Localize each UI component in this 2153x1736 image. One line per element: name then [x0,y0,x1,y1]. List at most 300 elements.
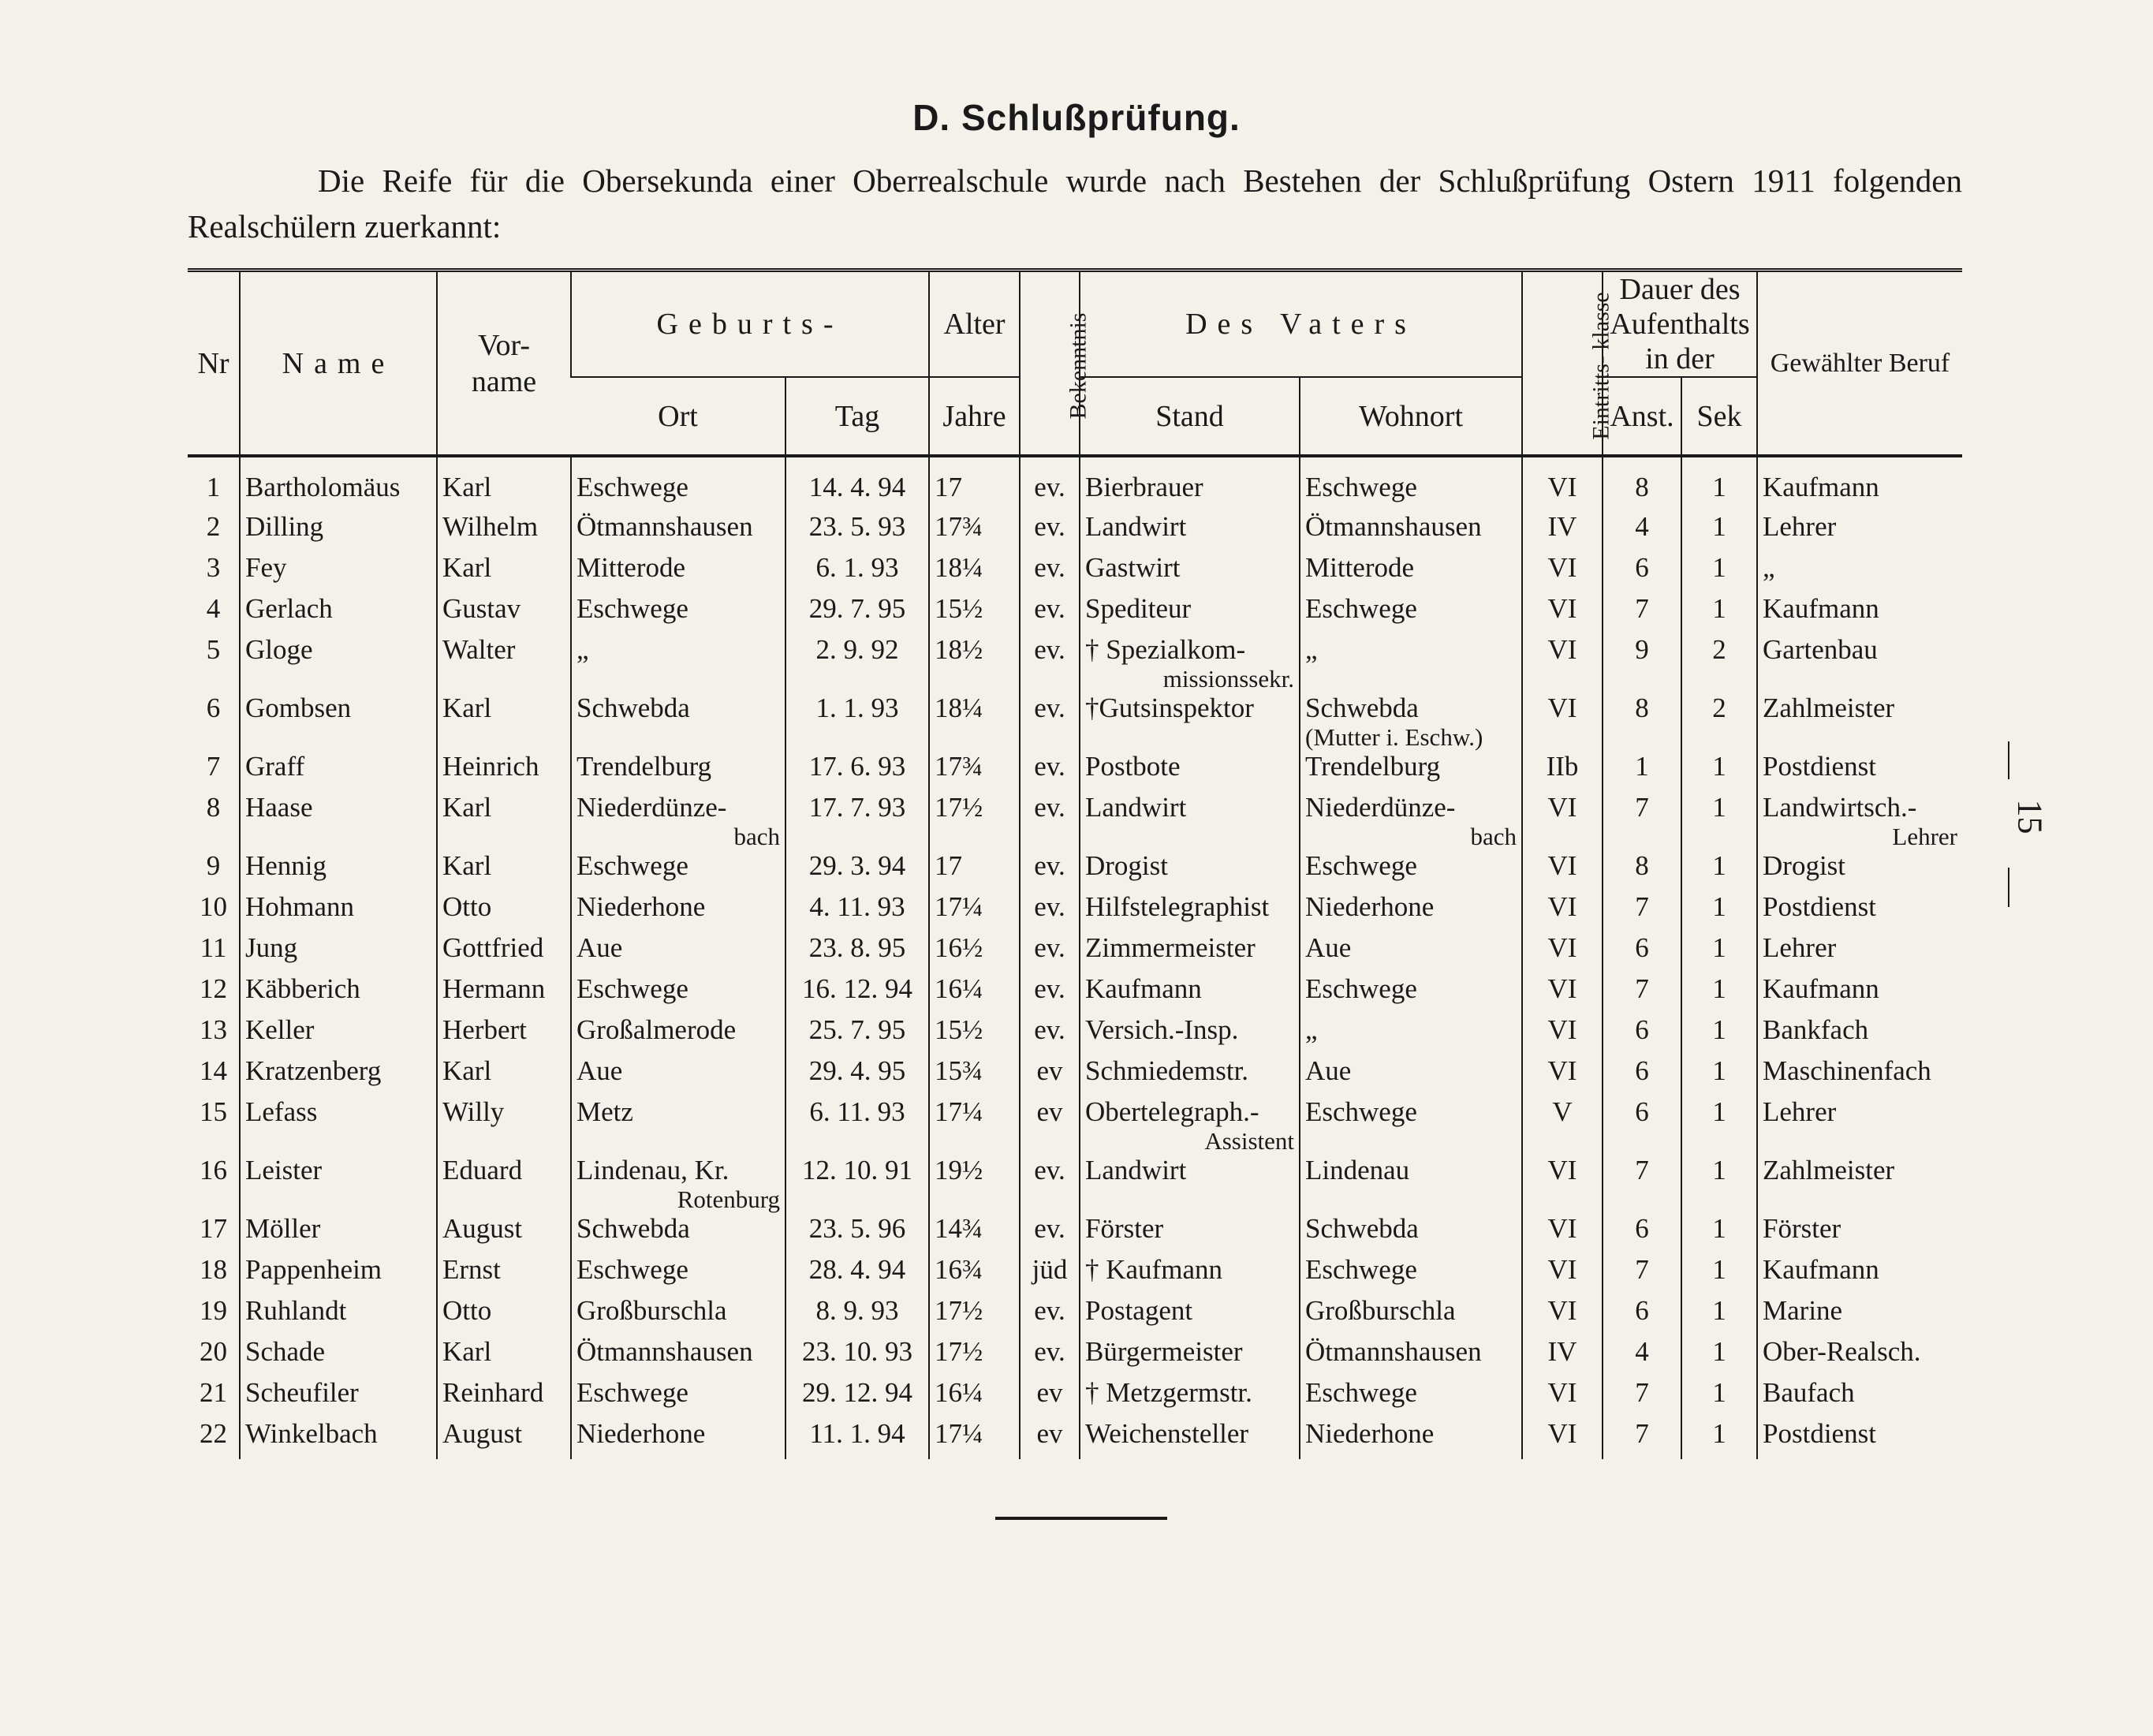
cell-name [240,634,437,693]
cell-stand-text: Postbote [1085,751,1181,782]
cell-beruf-text: Landwirtsch.- [1763,792,1917,823]
cell-wohnort [1300,456,1522,511]
cell-eintrittsklasse-text: V [1552,1096,1573,1127]
cell-geburtsort [571,1055,785,1096]
cell-stand [1080,1295,1300,1336]
cell-anst-text: 7 [1635,1418,1649,1449]
cell-nr-text: 15 [200,1096,227,1127]
cell-anst-text: 6 [1635,552,1649,583]
cell-beruf-text: „ [1763,552,1775,583]
cell-nr-text: 7 [206,751,221,782]
cell-geburtsort-text: Eschwege [576,593,688,624]
cell-geburtstag-text: 4. 11. 93 [809,891,905,922]
cell-sek-text: 2 [1712,634,1726,665]
cell-geburtstag-text: 29. 3. 94 [808,850,906,881]
cell-stand-text: Bierbrauer [1085,472,1203,502]
cell-geburtstag [785,751,929,792]
cell-bekenntnis [1020,693,1080,751]
cell-nr [188,634,240,693]
cell-eintrittsklasse [1522,1254,1603,1295]
cell-name-text: Gloge [245,634,313,665]
cell-beruf-text: Lehrer [1763,932,1837,963]
cell-alter-text: 17½ [935,792,983,823]
table-row [188,1336,1962,1377]
cell-geburtsort-text: Niederdünze- [576,792,727,823]
cell-geburtsort-text: Metz [576,1096,633,1127]
cell-anst-text: 1 [1635,751,1649,782]
table-row [188,973,1962,1014]
cell-sek [1681,1014,1757,1055]
cell-geburtstag [785,456,929,511]
cell-nr-text: 18 [200,1254,227,1285]
cell-name [240,1014,437,1055]
cell-bekenntnis [1020,1377,1080,1418]
cell-alter [929,1014,1020,1055]
cell-vorname-text: Otto [442,1295,492,1326]
cell-anst [1603,1213,1681,1254]
cell-sek [1681,1254,1757,1295]
header-anst: Anst. [1603,377,1681,456]
cell-geburtsort-text: Ötmannshausen [576,511,753,542]
cell-geburtstag-text: 16. 12. 94 [802,973,912,1004]
cell-stand [1080,1096,1300,1155]
cell-alter [929,850,1020,891]
cell-bekenntnis [1020,634,1080,693]
cell-name [240,1155,437,1213]
cell-eintrittsklasse-text: IV [1547,511,1577,542]
cell-beruf-text: Zahlmeister [1763,693,1895,723]
cell-sek-text: 1 [1712,472,1726,502]
cell-geburtstag [785,552,929,593]
cell-vorname [437,1254,571,1295]
cell-wohnort [1300,792,1522,850]
cell-nr [188,593,240,634]
cell-stand-text: Drogist [1085,850,1168,881]
cell-sek [1681,511,1757,552]
cell-bekenntnis-text: ev. [1034,634,1065,665]
cell-wohnort [1300,1377,1522,1418]
table-row [188,593,1962,634]
cell-bekenntnis-text: ev. [1034,1213,1065,1244]
cell-nr-text: 5 [206,634,221,665]
cell-nr [188,1055,240,1096]
cell-beruf-text: Förster [1763,1213,1841,1244]
cell-vorname-text: Heinrich [442,751,539,782]
cell-stand-continuation: Assistent [1204,1127,1294,1155]
cell-bekenntnis-text: ev [1036,1055,1063,1086]
cell-name [240,456,437,511]
cell-vorname-text: Karl [442,552,492,583]
cell-wohnort [1300,1418,1522,1459]
cell-beruf [1757,932,1962,973]
cell-vorname [437,1336,571,1377]
cell-name-text: Bartholomäus [245,472,401,502]
cell-alter [929,634,1020,693]
cell-eintrittsklasse [1522,1418,1603,1459]
cell-geburtstag-text: 12. 10. 91 [802,1155,912,1185]
cell-nr [188,1155,240,1213]
cell-vorname-text: Willy [442,1096,505,1127]
cell-name-text: Kratzenberg [245,1055,382,1086]
cell-geburtsort [571,792,785,850]
header-des-vaters: Des Vaters [1080,271,1522,378]
cell-vorname [437,850,571,891]
cell-vorname [437,511,571,552]
table-row [188,693,1962,751]
cell-nr [188,751,240,792]
header-wohnort: Wohnort [1300,377,1522,456]
cell-geburtstag [785,1055,929,1096]
cell-stand-text: † Kaufmann [1085,1254,1222,1285]
cell-bekenntnis [1020,593,1080,634]
cell-beruf [1757,693,1962,751]
cell-vorname [437,1418,571,1459]
cell-beruf-text: Postdienst [1763,1418,1876,1449]
cell-geburtsort [571,693,785,751]
cell-bekenntnis-text: ev. [1034,1295,1065,1326]
cell-geburtsort-text: Aue [576,932,623,963]
cell-geburtsort [571,634,785,693]
cell-alter [929,1055,1020,1096]
cell-geburtsort [571,751,785,792]
cell-eintrittsklasse-text: VI [1547,850,1577,881]
cell-bekenntnis-text: ev. [1034,1155,1065,1185]
cell-name-text: Hennig [245,850,327,881]
cell-wohnort-text: Eschwege [1305,472,1417,502]
cell-wohnort [1300,973,1522,1014]
cell-bekenntnis-text: ev. [1034,751,1065,782]
cell-geburtsort-continuation: Rotenburg [677,1185,780,1213]
cell-sek-text: 1 [1712,1295,1726,1326]
cell-bekenntnis [1020,891,1080,932]
cell-eintrittsklasse [1522,1155,1603,1213]
cell-bekenntnis-text: ev. [1034,693,1065,723]
cell-anst [1603,1336,1681,1377]
cell-eintrittsklasse [1522,693,1603,751]
cell-anst-text: 8 [1635,850,1649,881]
cell-name [240,693,437,751]
cell-sek-text: 1 [1712,1377,1726,1408]
cell-bekenntnis [1020,1213,1080,1254]
cell-name [240,973,437,1014]
cell-geburtsort [571,1336,785,1377]
cell-eintrittsklasse [1522,1096,1603,1155]
cell-vorname [437,693,571,751]
cell-eintrittsklasse-text: VI [1547,1213,1577,1244]
cell-sek-text: 1 [1712,932,1726,963]
cell-geburtsort-text: Eschwege [576,973,688,1004]
cell-bekenntnis-text: ev. [1034,472,1065,502]
cell-bekenntnis [1020,552,1080,593]
cell-anst-text: 7 [1635,1254,1649,1285]
cell-wohnort-text: Niederhone [1305,1418,1435,1449]
cell-bekenntnis [1020,792,1080,850]
cell-wohnort-text: „ [1305,634,1318,665]
header-dauer: Dauer des Aufenthalts in der [1603,271,1757,378]
cell-stand [1080,1155,1300,1213]
cell-nr [188,1418,240,1459]
cell-anst [1603,1055,1681,1096]
cell-bekenntnis-text: ev. [1034,973,1065,1004]
cell-stand-text: Gastwirt [1085,552,1181,583]
cell-wohnort-text: Aue [1305,1055,1352,1086]
cell-wohnort [1300,1155,1522,1213]
cell-sek [1681,891,1757,932]
cell-anst [1603,1377,1681,1418]
cell-stand-text: † Metzgermstr. [1085,1377,1252,1408]
cell-beruf-text: Kaufmann [1763,472,1879,502]
cell-geburtstag-text: 28. 4. 94 [808,1254,906,1285]
cell-alter-text: 15½ [935,1014,983,1045]
table-row [188,456,1962,511]
cell-alter-text: 17½ [935,1336,983,1367]
cell-wohnort-text: Eschwege [1305,1377,1417,1408]
cell-eintrittsklasse-text: VI [1547,1155,1577,1185]
cell-eintrittsklasse-text: VI [1547,973,1577,1004]
cell-name-text: Käbberich [245,973,360,1004]
cell-sek [1681,1418,1757,1459]
cell-vorname [437,751,571,792]
cell-geburtstag-text: 17. 7. 93 [808,792,906,823]
cell-eintrittsklasse [1522,751,1603,792]
cell-bekenntnis-text: ev. [1034,932,1065,963]
cell-geburtstag-text: 11. 1. 94 [809,1418,905,1449]
header-geburts: Geburts- [571,271,929,378]
cell-wohnort-text: Eschwege [1305,1254,1417,1285]
cell-alter [929,973,1020,1014]
cell-geburtstag [785,891,929,932]
cell-stand-text: Zimmermeister [1085,932,1256,963]
cell-anst-text: 7 [1635,891,1649,922]
table-row [188,1254,1962,1295]
cell-wohnort [1300,932,1522,973]
margin-rule-top [2008,741,2009,779]
cell-sek-text: 1 [1712,792,1726,823]
cell-bekenntnis-text: ev. [1034,1336,1065,1367]
cell-name [240,792,437,850]
cell-eintrittsklasse-text: VI [1547,1418,1577,1449]
cell-name-text: Schade [245,1336,326,1367]
cell-stand-text: Versich.-Insp. [1085,1014,1239,1045]
cell-geburtsort [571,932,785,973]
cell-beruf-text: Lehrer [1763,511,1837,542]
cell-geburtstag [785,1155,929,1213]
graduates-table [188,268,1962,1459]
cell-geburtsort [571,891,785,932]
cell-bekenntnis-text: ev. [1034,511,1065,542]
cell-nr-text: 11 [200,932,227,963]
cell-nr-text: 6 [206,693,221,723]
cell-geburtstag [785,1213,929,1254]
cell-anst-text: 7 [1635,792,1649,823]
cell-wohnort [1300,891,1522,932]
header-bekenntnis: Bekenntnis [1020,271,1080,457]
cell-vorname-text: Karl [442,850,492,881]
cell-wohnort-continuation: (Mutter i. Eschw.) [1305,723,1483,751]
cell-wohnort-text: Eschwege [1305,593,1417,624]
cell-stand-text: Spediteur [1085,593,1192,624]
cell-alter [929,1295,1020,1336]
cell-name [240,511,437,552]
cell-vorname-text: August [442,1418,523,1449]
cell-anst [1603,593,1681,634]
cell-geburtstag-text: 29. 7. 95 [808,593,906,624]
cell-bekenntnis-text: ev. [1034,593,1065,624]
cell-alter-text: 16½ [935,932,983,963]
cell-vorname-text: Karl [442,1055,492,1086]
cell-eintrittsklasse [1522,1014,1603,1055]
cell-stand-text: Hilfstelegraphist [1085,891,1270,922]
cell-nr-text: 10 [200,891,227,922]
cell-name [240,1254,437,1295]
cell-geburtsort [571,593,785,634]
cell-name-text: Keller [245,1014,315,1045]
page-number: 15 [2010,799,2050,834]
cell-geburtstag-text: 6. 11. 93 [809,1096,905,1127]
cell-name [240,1336,437,1377]
cell-geburtsort-text: Eschwege [576,472,688,502]
cell-sek [1681,792,1757,850]
cell-alter-text: 17½ [935,1295,983,1326]
cell-geburtsort [571,850,785,891]
cell-bekenntnis [1020,751,1080,792]
cell-nr-text: 4 [206,593,221,624]
cell-bekenntnis [1020,1055,1080,1096]
cell-vorname-text: Otto [442,891,492,922]
cell-geburtstag [785,1377,929,1418]
cell-eintrittsklasse-text: VI [1547,891,1577,922]
cell-wohnort-text: Schwebda [1305,1213,1419,1244]
cell-geburtsort-text: Eschwege [576,1377,688,1408]
header-nr: Nr [197,346,229,380]
cell-stand [1080,552,1300,593]
cell-anst-text: 8 [1635,693,1649,723]
cell-alter [929,552,1020,593]
cell-name-text: Graff [245,751,305,782]
cell-vorname-text: Reinhard [442,1377,544,1408]
cell-nr [188,1295,240,1336]
cell-sek-text: 1 [1712,1055,1726,1086]
cell-sek [1681,634,1757,693]
cell-sek [1681,973,1757,1014]
cell-geburtstag-text: 8. 9. 93 [815,1295,899,1326]
cell-nr-text: 19 [200,1295,227,1326]
cell-wohnort [1300,1295,1522,1336]
cell-geburtsort [571,1254,785,1295]
cell-name-text: Dilling [245,511,324,542]
cell-geburtstag [785,1014,929,1055]
cell-stand-text: †Gutsinspektor [1085,693,1254,723]
cell-geburtsort-text: Niederhone [576,1418,706,1449]
cell-beruf-text: Postdienst [1763,751,1876,782]
cell-name [240,552,437,593]
cell-geburtstag [785,693,929,751]
cell-anst [1603,850,1681,891]
cell-stand [1080,1336,1300,1377]
cell-stand [1080,511,1300,552]
cell-vorname [437,1155,571,1213]
cell-geburtstag [785,511,929,552]
cell-beruf [1757,1295,1962,1336]
cell-vorname [437,1213,571,1254]
cell-nr-text: 21 [200,1377,227,1408]
cell-stand [1080,1254,1300,1295]
cell-wohnort [1300,1213,1522,1254]
cell-eintrittsklasse-text: VI [1547,1295,1577,1326]
cell-nr [188,1096,240,1155]
cell-stand [1080,1055,1300,1096]
cell-geburtstag [785,1096,929,1155]
cell-vorname [437,973,571,1014]
cell-wohnort [1300,850,1522,891]
cell-alter-text: 17 [935,472,962,502]
cell-wohnort-text: Schwebda [1305,693,1419,723]
cell-geburtsort [571,1096,785,1155]
end-rule [995,1517,1167,1520]
cell-beruf-text: Lehrer [1763,1096,1837,1127]
cell-bekenntnis-text: jüd [1032,1254,1068,1285]
cell-bekenntnis-text: ev. [1034,850,1065,881]
cell-vorname [437,1096,571,1155]
cell-sek [1681,1213,1757,1254]
cell-alter-text: 17¼ [935,891,983,922]
cell-sek-text: 1 [1712,552,1726,583]
cell-geburtsort-text: Großburschla [576,1295,727,1326]
cell-geburtstag [785,1254,929,1295]
cell-vorname [437,1014,571,1055]
cell-wohnort-text: Trendelburg [1305,751,1441,782]
cell-alter-text: 18¼ [935,693,983,723]
margin-rule-bottom [2008,868,2009,907]
cell-eintrittsklasse-text: VI [1547,634,1577,665]
cell-wohnort [1300,1055,1522,1096]
cell-vorname-text: Gottfried [442,932,544,963]
cell-geburtsort [571,1213,785,1254]
cell-beruf-text: Marine [1763,1295,1843,1326]
header-ort: Ort [571,377,785,456]
cell-alter [929,1213,1020,1254]
cell-stand-text: Landwirt [1085,792,1187,823]
cell-bekenntnis [1020,1336,1080,1377]
cell-geburtsort-text: Eschwege [576,850,688,881]
cell-nr-text: 16 [200,1155,227,1185]
cell-vorname-text: Wilhelm [442,511,539,542]
cell-stand-text: Weichensteller [1085,1418,1249,1449]
cell-nr-text: 9 [206,850,221,881]
cell-name-text: Ruhlandt [245,1295,347,1326]
cell-beruf-continuation: Lehrer [1892,823,1958,850]
cell-eintrittsklasse-text: VI [1547,552,1577,583]
cell-bekenntnis [1020,850,1080,891]
cell-name-text: Jung [245,932,298,963]
cell-beruf [1757,456,1962,511]
cell-alter-text: 17¼ [935,1418,983,1449]
cell-vorname-text: Herbert [442,1014,527,1045]
cell-sek [1681,552,1757,593]
cell-nr [188,891,240,932]
cell-name-text: Leister [245,1155,323,1185]
cell-wohnort [1300,552,1522,593]
cell-vorname-text: Gustav [442,593,521,624]
cell-alter [929,693,1020,751]
cell-alter [929,751,1020,792]
cell-name [240,1096,437,1155]
table-row [188,932,1962,973]
cell-nr-text: 2 [206,511,221,542]
cell-bekenntnis-text: ev. [1034,891,1065,922]
cell-name [240,751,437,792]
cell-wohnort-text: Mitterode [1305,552,1415,583]
